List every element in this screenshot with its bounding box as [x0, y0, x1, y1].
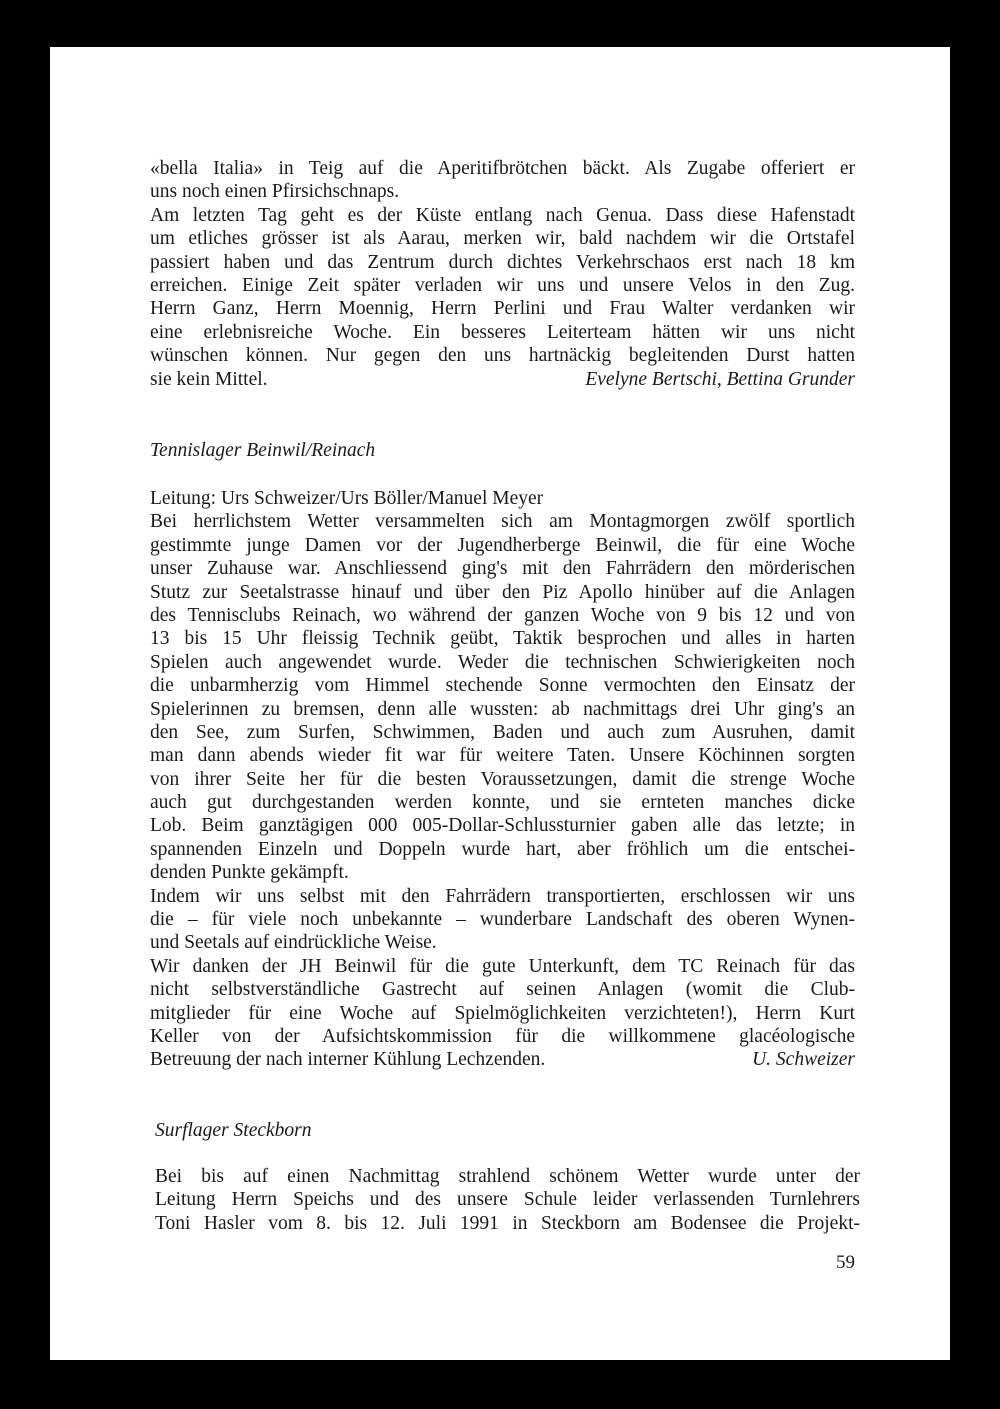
text-line: Bei bis auf einen Nachmittag strahlend schönem Wetter wurde unter der — [155, 1166, 860, 1187]
document-page — [50, 47, 950, 1360]
text-block-italy-trip — [150, 157, 855, 391]
text-line: die unbarmherzig vom Himmel stechende Sonne vermochten den Einsatz der — [150, 675, 855, 697]
text-line: Spielerinnen zu bremsen, denn alle wussten: ab nachmittags drei Uhr ging's an — [150, 698, 855, 720]
text-line: 13 bis 15 Uhr fleissig Technik geübt, Taktik besprochen und alles in harten — [150, 628, 855, 650]
text-line: sie kein Mittel. — [150, 368, 268, 390]
text-line: auch gut durchgestanden werden konnte, und sie ernteten manches dicke — [150, 792, 855, 814]
text-line: Spielen auch angewendet wurde. Weder die technischen Schwierigkeiten noch — [150, 651, 855, 673]
signature-line — [150, 368, 855, 391]
text-block-tennislager — [150, 487, 855, 1072]
text-line: man dann abends wieder fit war für weitere Taten. Unsere Köchinnen sorgten — [150, 745, 855, 767]
signature-line — [150, 1048, 855, 1071]
text-line: den See, zum Surfen, Schwimmen, Baden und auch zum Ausruhen, damit — [150, 721, 855, 743]
text-line: nicht selbstverständliche Gastrecht auf seinen Anlagen (womit die Club- — [150, 979, 855, 1001]
section-heading-tennislager: Tennislager Beinwil/Reinach — [150, 440, 376, 461]
text-line: passiert haben und das Zentrum durch dichtes Verkehrschaos erst nach 18 km — [150, 251, 855, 273]
text-line: Toni Hasler vom 8. bis 12. Juli 1991 in Steckborn am Bodensee die Projekt- — [155, 1212, 860, 1234]
text-line: Wir danken der JH Beinwil für die gute Unterkunft, dem TC Reinach für das — [150, 955, 855, 977]
text-block-surflager — [155, 1165, 860, 1235]
text-line: «bella Italia» in Teig auf die Aperitifbrötchen bäckt. Als Zugabe offeriert er — [150, 158, 855, 179]
leitung-line: Leitung: Urs Schweizer/Urs Böller/Manuel Meyer — [150, 488, 544, 509]
text-line: eine erlebnisreiche Woche. Ein besseres Leiterteam hätten wir uns nicht — [150, 321, 855, 343]
text-line: erreichen. Einige Zeit später verladen wir uns und unsere Velos in den Zug. — [150, 274, 855, 296]
text-line: Keller von der Aufsichtskommission für die willkommene glacéologische — [150, 1025, 855, 1047]
author-signature: U. Schweizer — [752, 1049, 855, 1071]
section-heading-surflager: Surflager Steckborn — [155, 1120, 312, 1141]
text-line: Lob. Beim ganztägigen 000 005-Dollar-Schlussturnier gaben alle das letzte; in — [150, 815, 855, 837]
text-line: Betreuung der nach interner Kühlung Lechzenden. — [150, 1049, 546, 1071]
text-line: Stutz zur Seetalstrasse hinauf und über den Piz Apollo hinüber auf die Anlagen — [150, 581, 855, 603]
text-line: spannenden Einzeln und Doppeln wurde hart, aber fröhlich um die entschei- — [150, 838, 855, 860]
text-line: mitglieder für eine Woche auf Spielmöglichkeiten verzichteten!), Herrn Kurt — [150, 1002, 855, 1024]
text-line: die – für viele noch unbekannte – wunderbare Landschaft des oberen Wynen- — [150, 909, 855, 931]
text-line: des Tennisclubs Reinach, wo während der ganzen Woche von 9 bis 12 und von — [150, 604, 855, 626]
text-line: wünschen können. Nur gegen den uns hartnäckig begleitenden Durst hatten — [150, 345, 855, 367]
text-line: Leitung Herrn Speichs und des unsere Schule leider verlassenden Turnlehrers — [155, 1189, 860, 1211]
text-line: gestimmte junge Damen vor der Jugendherberge Beinwil, die für eine Woche — [150, 534, 855, 556]
text-line: Indem wir uns selbst mit den Fahrrädern transportierten, erschlossen wir uns — [150, 885, 855, 907]
text-line: Herrn Ganz, Herrn Moennig, Herrn Perlini und Frau Walter verdanken wir — [150, 298, 855, 320]
text-line: unser Zuhause war. Anschliessend ging's mit den Fahrrädern den mörderischen — [150, 558, 855, 580]
page-number: 59 — [836, 1252, 855, 1273]
text-line: Am letzten Tag geht es der Küste entlang nach Genua. Dass diese Hafenstadt — [150, 204, 855, 226]
text-line: Bei herrlichstem Wetter versammelten sich am Montagmorgen zwölf sportlich — [150, 511, 855, 533]
author-signature: Evelyne Bertschi, Bettina Grunder — [585, 368, 855, 390]
text-line: uns noch einen Pfirsichschnaps. — [150, 181, 400, 203]
text-line: von ihrer Seite her für die besten Voraussetzungen, damit die strenge Woche — [150, 768, 855, 790]
text-line: um etliches grösser ist als Aarau, merken wir, bald nachdem wir die Ortstafel — [150, 228, 855, 250]
text-line: denden Punkte gekämpft. — [150, 862, 349, 884]
text-line: und Seetals auf eindrückliche Weise. — [150, 932, 437, 954]
